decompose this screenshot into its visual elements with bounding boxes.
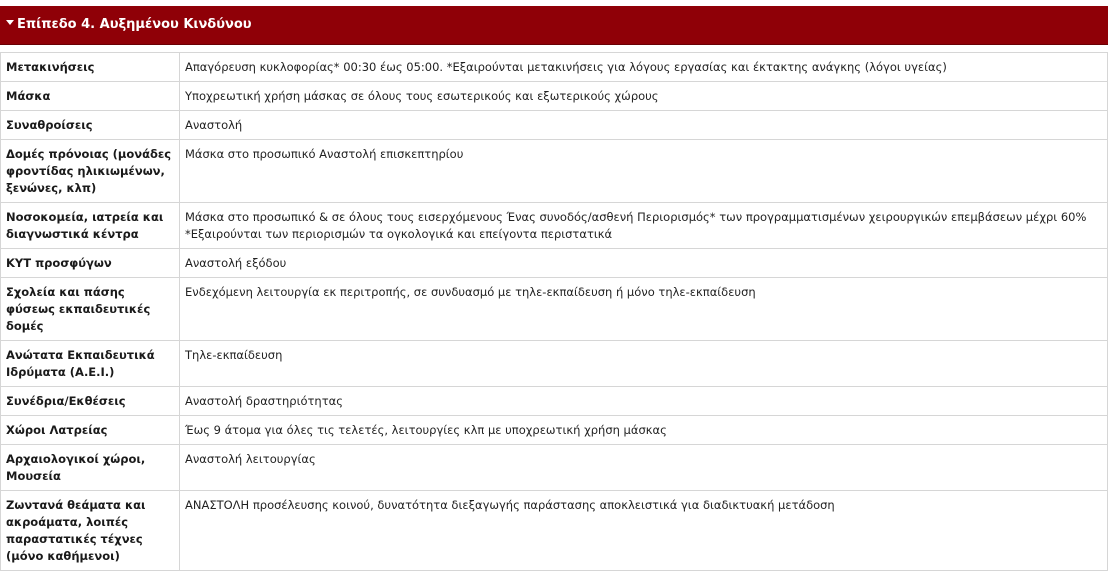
measures-table-body [1, 53, 1108, 571]
row-category: Μετακινήσεις [1, 53, 180, 82]
table-row [1, 53, 1108, 82]
row-category: Μάσκα [1, 82, 180, 111]
row-value: Αναστολή δραστηριότητας [180, 387, 1108, 416]
row-value: Τηλε-εκπαίδευση [180, 341, 1108, 387]
row-value: Απαγόρευση κυκλοφορίας* 00:30 έως 05:00. *Εξαιρούνται μετακινήσεις για λόγους εργασίας και έκτακτης ανάγκης (λόγοι υγείας) [180, 53, 1108, 82]
row-category: Ανώτατα Εκπαιδευτικά Ιδρύματα (Α.Ε.Ι.) [1, 341, 180, 387]
row-value: Αναστολή λειτουργίας [180, 445, 1108, 491]
row-value: Υποχρεωτική χρήση μάσκας σε όλους τους εσωτερικούς και εξωτερικούς χώρους [180, 82, 1108, 111]
row-category: Νοσοκομεία, ιατρεία και διαγνωστικά κέντρα [1, 203, 180, 249]
row-value: Μάσκα στο προσωπικό & σε όλους τους εισερχόμενους Ένας συνοδός/ασθενή Περιορισμός* των προγραμματισμένων χειρουργικών επεμβάσεων μέχρι 60% *Εξαιρούνται των περιορισμών τα ογκολογικά και επείγοντα περιστατικά [180, 203, 1108, 249]
row-value: ΑΝΑΣΤΟΛΗ προσέλευσης κοινού, δυνατότητα διεξαγωγής παράστασης αποκλειστικά για διαδικτυακή μετάδοση [180, 491, 1108, 571]
row-category: Σχολεία και πάσης φύσεως εκπαιδευτικές δομές [1, 278, 180, 341]
table-row [1, 111, 1108, 140]
table-row [1, 445, 1108, 491]
row-value: Έως 9 άτομα για όλες τις τελετές, λειτουργίες κλπ με υποχρεωτική χρήση μάσκας [180, 416, 1108, 445]
measures-table [0, 52, 1108, 571]
row-category: Χώροι Λατρείας [1, 416, 180, 445]
table-row [1, 203, 1108, 249]
table-row [1, 140, 1108, 203]
table-row [1, 491, 1108, 571]
row-category: Αρχαιολογικοί χώροι, Μουσεία [1, 445, 180, 491]
accordion-header-level-4[interactable] [0, 6, 1108, 45]
row-value: Αναστολή εξόδου [180, 249, 1108, 278]
accordion-title: Επίπεδο 4. Αυξημένου Κινδύνου [17, 16, 252, 32]
table-row [1, 341, 1108, 387]
row-category: Συνέδρια/Εκθέσεις [1, 387, 180, 416]
table-row [1, 416, 1108, 445]
row-category: Ζωντανά θεάματα και ακροάματα, λοιπές παραστατικές τέχνες (μόνο καθήμενοι) [1, 491, 180, 571]
table-row [1, 82, 1108, 111]
row-category: ΚΥΤ προσφύγων [1, 249, 180, 278]
caret-down-icon [6, 20, 14, 25]
row-category: Δομές πρόνοιας (μονάδες φροντίδας ηλικιωμένων, ξενώνες, κλπ) [1, 140, 180, 203]
row-value: Μάσκα στο προσωπικό Αναστολή επισκεπτηρίου [180, 140, 1108, 203]
table-row [1, 387, 1108, 416]
row-value: Αναστολή [180, 111, 1108, 140]
row-category: Συναθροίσεις [1, 111, 180, 140]
table-row [1, 249, 1108, 278]
table-row [1, 278, 1108, 341]
row-value: Ενδεχόμενη λειτουργία εκ περιτροπής, σε συνδυασμό με τηλε-εκπαίδευση ή μόνο τηλε-εκπαίδευση [180, 278, 1108, 341]
